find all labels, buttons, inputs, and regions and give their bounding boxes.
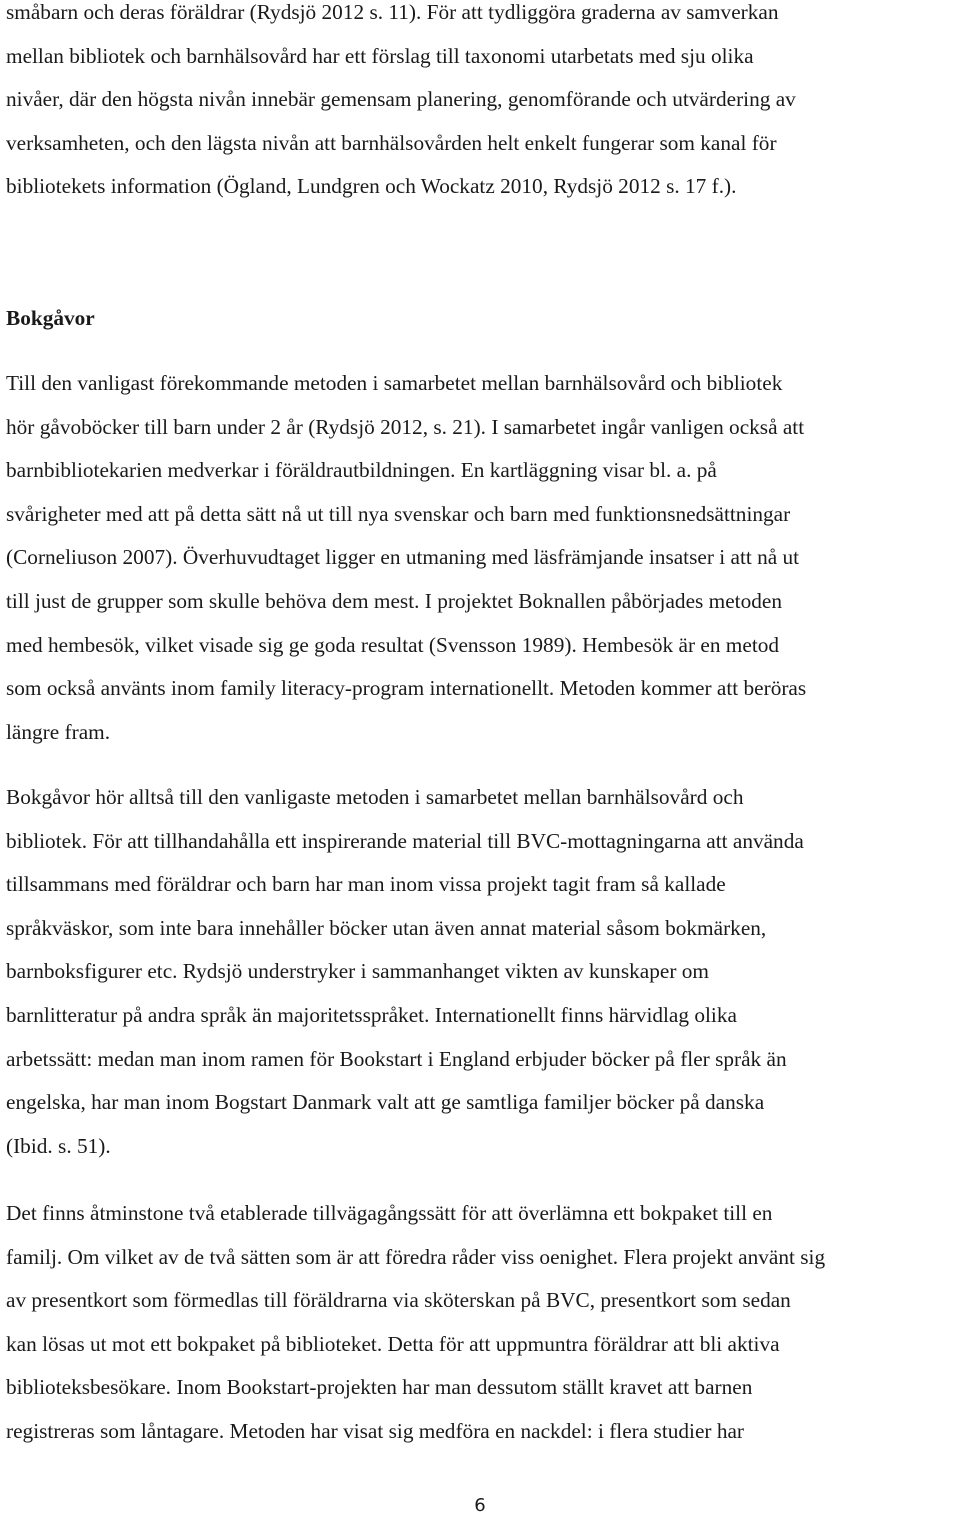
text-line: med hembesök, vilket visade sig ge goda resultat (Svensson 1989). Hembesök är en metod: [6, 632, 780, 657]
body-paragraph-3: [6, 1192, 956, 1454]
text-line: till just de grupper som skulle behöva dem mest. I projektet Boknallen påbörjades metoden: [6, 588, 782, 613]
text-line: engelska, har man inom Bogstart Danmark valt att ge samtliga familjer böcker på danska: [6, 1090, 765, 1115]
body-paragraph-2: [6, 776, 956, 1168]
text-line: som också använts inom family literacy-program internationellt. Metoden kommer att beröras: [6, 676, 807, 701]
page-number: 6: [474, 1495, 486, 1516]
text-line: av presentkort som förmedlas till föräldrarna via sköterskan på BVC, presentkort som sedan: [6, 1288, 791, 1313]
text-line: Bokgåvor hör alltså till den vanligaste metoden i samarbetet mellan barnhälsovård och: [6, 785, 744, 809]
text-line: Till den vanligast förekommande metoden i samarbetet mellan barnhälsovård och bibliotek: [6, 371, 783, 395]
section-heading: Bokgåvor: [6, 306, 95, 330]
text-line: kan lösas ut mot ett bokpaket på biblioteket. Detta för att uppmuntra föräldrar att bli aktiva: [6, 1331, 780, 1356]
text-line: språkväskor, som inte bara innehåller böcker utan även annat material såsom bokmärken,: [6, 915, 767, 940]
text-line: bibliotekets information (Ögland, Lundgren och Wockatz 2010, Rydsjö 2012 s. 17 f.).: [6, 174, 737, 199]
intro-paragraph: [6, 0, 956, 209]
text-line: småbarn och deras föräldrar (Rydsjö 2012 s. 11). För att tydliggöra graderna av samverkan: [6, 0, 779, 24]
text-line: bibliotek. För att tillhandahålla ett inspirerande material till BVC-mottagningarna att använda: [6, 828, 804, 853]
text-line: svårigheter med att på detta sätt nå ut till nya svenskar och barn med funktionsnedsättningar: [6, 501, 791, 526]
text-line: registreras som låntagare. Metoden har visat sig medföra en nackdel: i flera studier har: [6, 1418, 745, 1443]
text-line: (Ibid. s. 51).: [6, 1133, 111, 1158]
text-line: hör gåvoböcker till barn under 2 år (Rydsjö 2012, s. 21). I samarbetet ingår vanligen också att: [6, 414, 805, 439]
text-line: nivåer, där den högsta nivån innebär gemensam planering, genomförande och utvärdering av: [6, 87, 796, 112]
text-line: arbetssätt: medan man inom ramen för Bookstart i England erbjuder böcker på fler språk än: [6, 1046, 787, 1071]
text-line: mellan bibliotek och barnhälsovård har ett förslag till taxonomi utarbetats med sju olika: [6, 43, 754, 68]
body-paragraph-1: [6, 362, 956, 754]
text-line: barnboksfigurer etc. Rydsjö understryker i sammanhanget vikten av kunskaper om: [6, 959, 709, 984]
text-line: biblioteksbesökare. Inom Bookstart-projekten har man dessutom ställt kravet att barnen: [6, 1375, 753, 1400]
text-line: (Corneliuson 2007). Överhuvudtaget ligger en utmaning med läsfrämjande insatser i att nå ut: [6, 545, 800, 570]
text-line: längre fram.: [6, 719, 111, 744]
text-line: barnlitteratur på andra språk än majoritetsspråket. Internationellt finns härvidlag olika: [6, 1002, 737, 1027]
text-line: tillsammans med föräldrar och barn har man inom vissa projekt tagit fram så kallade: [6, 872, 726, 897]
text-line: familj. Om vilket av de två sätten som är att föredra råder viss oenighet. Flera projekt använt sig: [6, 1244, 826, 1269]
text-line: Det finns åtminstone två etablerade tillvägagångssätt för att överlämna ett bokpaket till en: [6, 1201, 773, 1225]
text-line: verksamheten, och den lägsta nivån att barnhälsovården helt enkelt fungerar som kanal för: [6, 130, 777, 155]
text-line: barnbibliotekarien medverkar i föräldrautbildningen. En kartläggning visar bl. a. på: [6, 458, 717, 483]
